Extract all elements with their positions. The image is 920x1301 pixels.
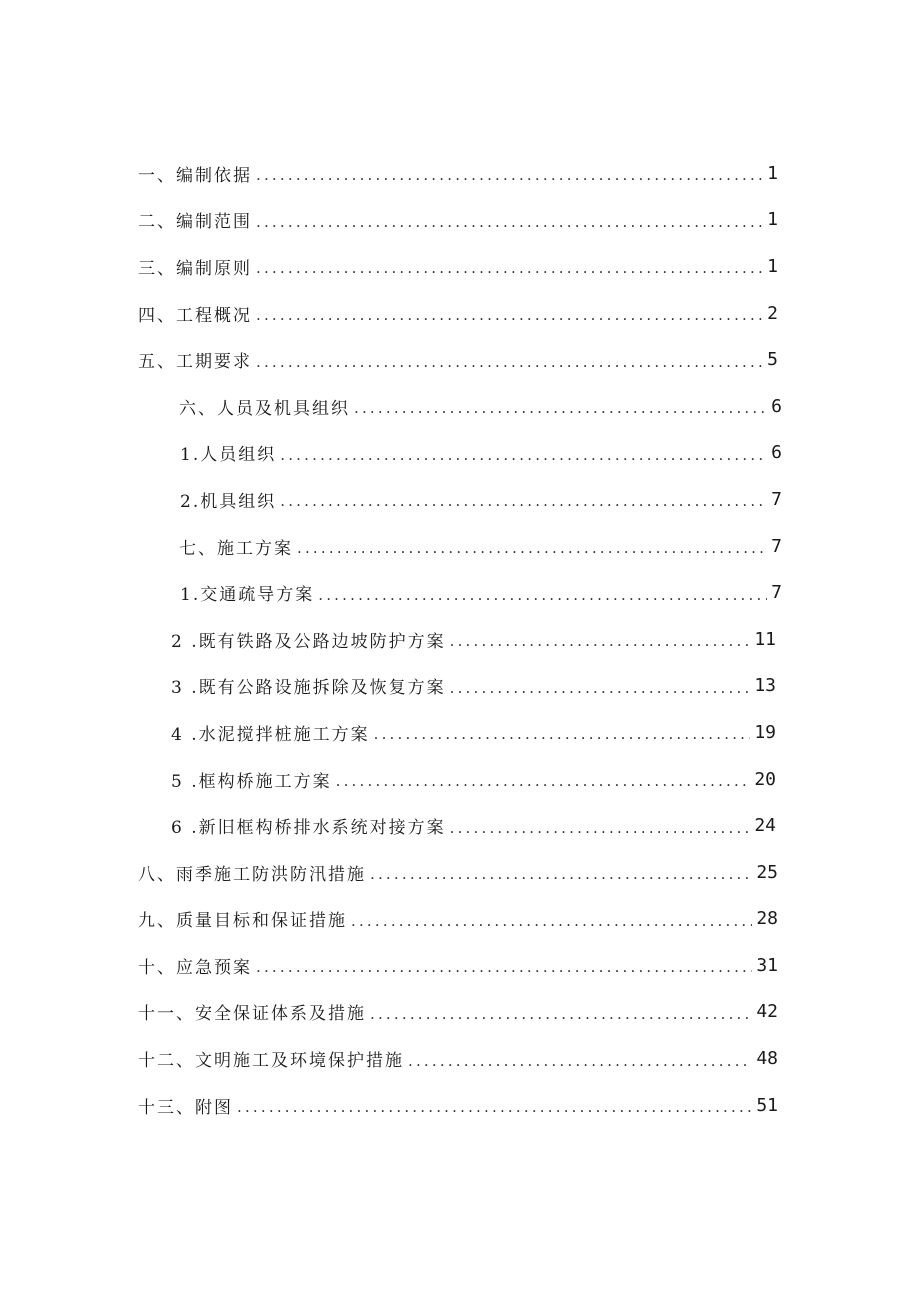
toc-entry-title: 3 .既有公路设施拆除及恢复方案 [171, 678, 446, 699]
dot-leader [237, 1098, 752, 1116]
toc-entry-6[interactable] [0, 383, 920, 430]
toc-entry-page: 1 [767, 209, 778, 231]
toc-entry-13[interactable] [0, 1082, 920, 1129]
toc-entry-10[interactable] [0, 942, 920, 989]
dot-leader [374, 725, 751, 743]
dot-leader [256, 958, 752, 976]
toc-entry-9[interactable] [0, 896, 920, 943]
toc-entry-7-5[interactable] [0, 756, 920, 803]
toc-entry-7-1[interactable] [0, 569, 920, 616]
toc-entry-page: 7 [771, 488, 782, 510]
toc-entry-page: 51 [756, 1094, 778, 1116]
toc-entry-title: 二、编制范围 [138, 212, 252, 233]
dot-leader [408, 1052, 752, 1070]
dot-leader [450, 679, 751, 697]
toc-entry-page: 7 [771, 535, 782, 557]
toc-entry-12[interactable] [0, 1035, 920, 1082]
toc-entry-page: 25 [756, 861, 778, 883]
toc-entry-title: 五、工期要求 [138, 352, 252, 373]
toc-entry-title: 1.人员组织 [180, 445, 277, 466]
toc-entry-2[interactable] [0, 197, 920, 244]
dot-leader [280, 492, 767, 510]
toc-entry-page: 31 [756, 954, 778, 976]
toc-entry-page: 48 [756, 1048, 778, 1070]
toc-entry-7-6[interactable] [0, 802, 920, 849]
toc-entry-page: 2 [767, 302, 778, 324]
toc-entry-page: 20 [754, 768, 776, 790]
dot-leader [370, 865, 752, 883]
toc-entry-title: 1.交通疏导方案 [180, 585, 315, 606]
toc-entry-7-2[interactable] [0, 616, 920, 663]
toc-entry-page: 11 [754, 628, 776, 650]
dot-leader [256, 306, 763, 324]
toc-entry-title: 十三、附图 [138, 1097, 233, 1118]
toc-entry-title: 九、质量目标和保证措施 [138, 911, 347, 932]
toc-entry-title: 2 .既有铁路及公路边坡防护方案 [171, 631, 446, 652]
dot-leader [336, 772, 751, 790]
dot-leader [256, 259, 763, 277]
toc-entry-title: 2.机具组织 [180, 491, 277, 512]
toc-entry-title: 七、施工方案 [179, 538, 293, 559]
dot-leader [256, 353, 763, 371]
toc-entry-page: 42 [756, 1001, 778, 1023]
toc-entry-page: 6 [771, 442, 782, 464]
toc-entry-11[interactable] [0, 989, 920, 1036]
dot-leader [297, 539, 767, 557]
toc-entry-title: 八、雨季施工防洪防汛措施 [138, 864, 366, 885]
toc-entry-4[interactable] [0, 290, 920, 337]
toc-entry-page: 5 [767, 349, 778, 371]
toc-entry-title: 四、工程概况 [138, 305, 252, 326]
dot-leader [280, 446, 767, 464]
toc-entry-title: 十、应急预案 [138, 957, 252, 978]
dot-leader [351, 912, 752, 930]
toc-entry-1[interactable] [0, 150, 920, 197]
toc-entry-page: 1 [767, 162, 778, 184]
dot-leader [370, 1005, 752, 1023]
toc-entry-title: 三、编制原则 [138, 258, 252, 279]
toc-entry-title: 6 .新旧框构桥排水系统对接方案 [171, 818, 446, 839]
dot-leader [318, 586, 767, 604]
toc-entry-7-4[interactable] [0, 709, 920, 756]
toc-entry-title: 一、编制依据 [138, 165, 252, 186]
toc-entry-page: 19 [754, 721, 776, 743]
table-of-contents [0, 150, 920, 1128]
toc-entry-page: 28 [756, 908, 778, 930]
toc-entry-page: 6 [771, 395, 782, 417]
toc-entry-title: 六、人员及机具组织 [179, 398, 350, 419]
toc-entry-6-2[interactable] [0, 476, 920, 523]
toc-entry-3[interactable] [0, 243, 920, 290]
toc-entry-title: 十一、安全保证体系及措施 [138, 1004, 366, 1025]
toc-entry-7[interactable] [0, 523, 920, 570]
toc-entry-page: 13 [754, 675, 776, 697]
dot-leader [354, 399, 767, 417]
toc-entry-title: 十二、文明施工及环境保护措施 [138, 1051, 404, 1072]
toc-entry-page: 7 [771, 582, 782, 604]
toc-entry-6-1[interactable] [0, 430, 920, 477]
toc-entry-8[interactable] [0, 849, 920, 896]
dot-leader [450, 819, 751, 837]
toc-entry-title: 4 .水泥搅拌桩施工方案 [171, 724, 370, 745]
dot-leader [256, 213, 763, 231]
toc-entry-page: 24 [754, 815, 776, 837]
dot-leader [450, 632, 751, 650]
toc-entry-page: 1 [767, 255, 778, 277]
toc-entry-5[interactable] [0, 336, 920, 383]
toc-entry-7-3[interactable] [0, 663, 920, 710]
toc-entry-title: 5 .框构桥施工方案 [171, 771, 332, 792]
dot-leader [256, 166, 763, 184]
